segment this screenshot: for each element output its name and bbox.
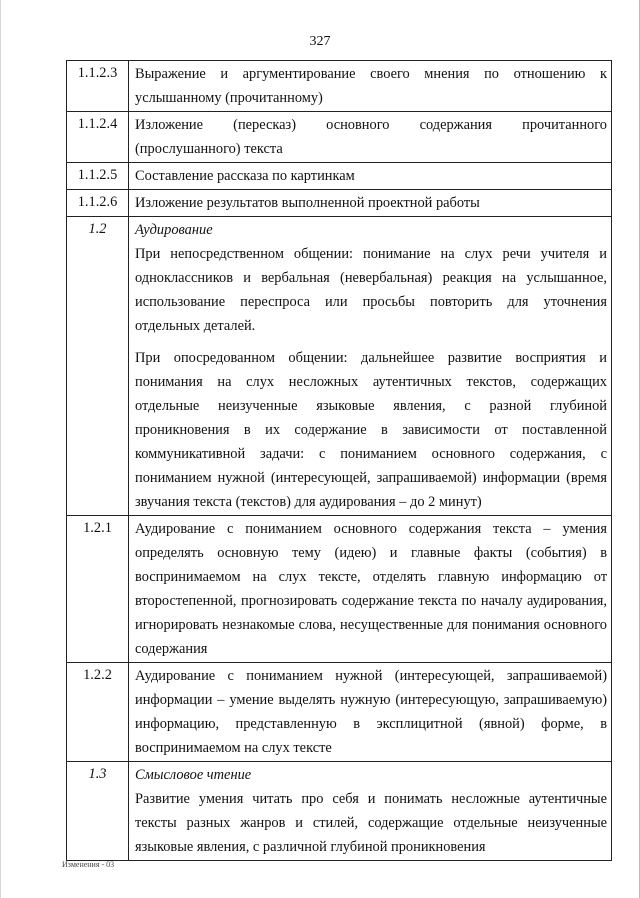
table-row bbox=[67, 163, 612, 190]
curriculum-table bbox=[66, 60, 612, 861]
row-paragraph: При опосредованном общении: дальнейшее развитие восприятия и понимания на слух несложных аутентичных текстов, содержащих отдельные неизученные языковые явления, с разной глубиной проникновения в их содержание в зависимости от поставленной коммуникативной задачи: с пониманием основного содержания, с пониманием нужной (интересующей, запрашиваемой) информации (время звучания текста (текстов) для аудирования – до 2 минут) bbox=[135, 350, 607, 510]
footer-note: Изменения - 03 bbox=[62, 860, 115, 869]
row-paragraph: Изложение результатов выполненной проектной работы bbox=[135, 195, 480, 211]
table-row bbox=[67, 762, 612, 861]
row-content bbox=[129, 163, 612, 190]
table-body bbox=[67, 61, 612, 861]
table-row bbox=[67, 190, 612, 217]
table-row bbox=[67, 61, 612, 112]
row-paragraph: При непосредственном общении: понимание на слух речи учителя и одноклассников и вербальная (невербальная) реакция на услышанное, использование переспроса или просьбы повторить для уточнения отдельных деталей. bbox=[135, 246, 607, 334]
row-paragraph: Аудирование с пониманием основного содержания текста – умения определять основную тему (идею) и главные факты (события) в воспринимаемом на слух тексте, отделять главную информацию от второстепенной, прогнозировать содержание текста по началу аудирования, игнорировать незнакомые слова, несущественные для понимания основного содержания bbox=[135, 521, 607, 657]
row-paragraph: Составление рассказа по картинкам bbox=[135, 168, 355, 184]
row-content bbox=[129, 112, 612, 163]
row-content bbox=[129, 190, 612, 217]
row-paragraph: Изложение (пересказ) основного содержания прочитанного (прослушанного) текста bbox=[135, 117, 607, 157]
scan-edge-left bbox=[0, 0, 1, 898]
table-row bbox=[67, 217, 612, 516]
table-row bbox=[67, 663, 612, 762]
row-number: 1.1.2.4 bbox=[67, 112, 129, 163]
row-content bbox=[129, 61, 612, 112]
row-number: 1.3 bbox=[67, 762, 129, 861]
row-number: 1.2 bbox=[67, 217, 129, 516]
section-title: Аудирование bbox=[135, 222, 213, 238]
section-title: Смысловое чтение bbox=[135, 767, 252, 783]
row-content bbox=[129, 516, 612, 663]
page-number: 327 bbox=[309, 34, 331, 49]
table-row bbox=[67, 516, 612, 663]
row-content bbox=[129, 663, 612, 762]
row-number: 1.1.2.3 bbox=[67, 61, 129, 112]
table-row bbox=[67, 112, 612, 163]
row-paragraph: Развитие умения читать про себя и понимать несложные аутентичные тексты разных жанров и стилей, содержащие отдельные неизученные языковые явления, с различной глубиной проникновения bbox=[135, 791, 607, 855]
row-number: 1.1.2.6 bbox=[67, 190, 129, 217]
row-content bbox=[129, 217, 612, 516]
row-content bbox=[129, 762, 612, 861]
row-number: 1.2.1 bbox=[67, 516, 129, 663]
row-paragraph: Выражение и аргументирование своего мнения по отношению к услышанному (прочитанному) bbox=[135, 66, 607, 106]
row-number: 1.2.2 bbox=[67, 663, 129, 762]
row-paragraph: Аудирование с пониманием нужной (интересующей, запрашиваемой) информации – умение выделять нужную (интересующую, запрашиваемую) информацию, представленную в эксплицитной (явной) форме, в воспринимаемом на слух тексте bbox=[135, 668, 607, 756]
row-number: 1.1.2.5 bbox=[67, 163, 129, 190]
